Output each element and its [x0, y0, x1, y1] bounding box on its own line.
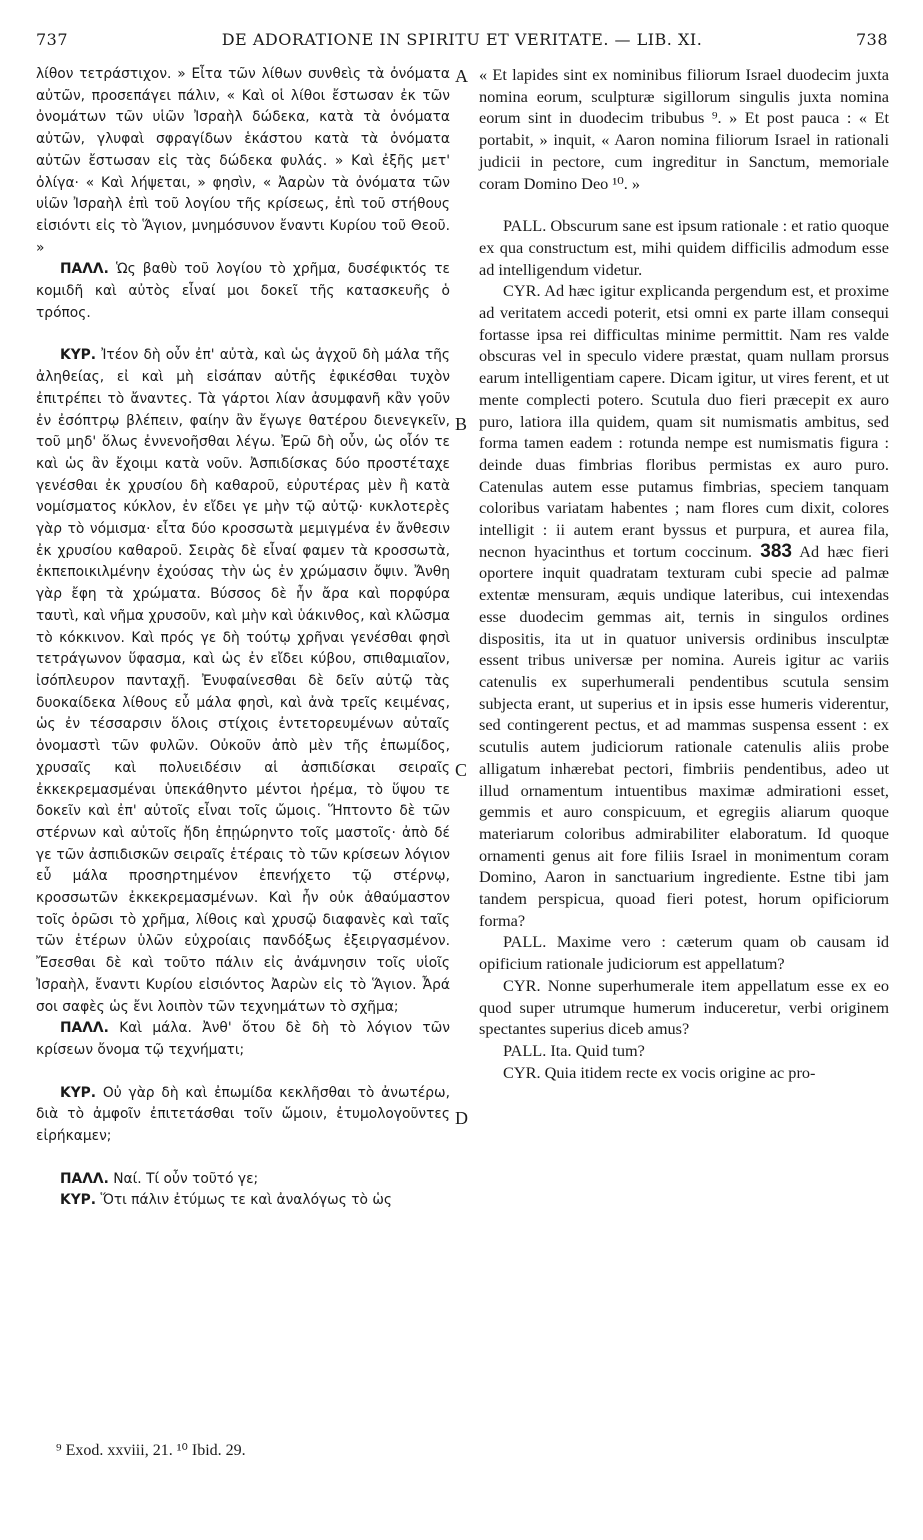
paragraph: CYR. Ad hæc igitur explicanda pergendum est, et proxime ad veritatem accedi poterit, etsi omni ex parte illam consequi fortasse ipsa rei difficultas minime permittit. Nam res valde obscuras vel in speculo videre præstat, quam nullam prorsus earum intelligentiam capere. Dicam igitur, ut vires ferent, et ut mente complecti potero. Scutula duo fieri præcepit ex auro puro, latiora illa quidem, quam sit numismatis ambitus, sed forma tamen eadem : rotunda nempe est numismatis figura : deinde duas fimbrias floribus permistas ex auro puro. Catenulas autem esse putamus fimbrias, speciem tanquam coloribus variatam habentes ; nam flores cum dixit, colores intelligit : ii autem erant byssus et purpura, et aurea fila, necnon hyacinthus et tortum coccinum. 383 Ad hæc fieri oportere inquit quadratam texturam cubi specie ad palmæ extentæ mensuram, æquis undique lateribus, cui intexendas esse duodecim gemmas ait, ternis in singulos ordines dispositis, ita ut in quatuor universis ordinibus insculptæ essent tribus universæ per nomina. Aureis igitur ac variis catenulis ex superhumerali pendentibus scutula sensim subjecta erant, ut superius et in ipsis esse humeris viderentur, sed contingerent pectus, et ad mammas suspensa essent : ex scutulis autem judiciorum rationale catenulis aliis probe alligatum inhærebat pectori, fimbriis pendentibus, adeo ut illud ornamentum intuentibus maximæ admirationi esset, gemmis et auro conspicuum, et egregiis aliarum quoque materiarum coloribus admirabiliter elaboratum. Id quoque ornamenti genus ait fore filiis Israel in monimentum coram Domino, Aaron in sanctuarium ingrediente. Estne tibi jam tandem perspicua, quoad fieri potest, horum opificiorum forma?	[479, 281, 890, 930]
paragraph: « Et lapides sint ex nominibus filiorum Israel duodecim juxta nomina eorum, sculpturæ sigillorum singulis juxta nomina eorum sint in duodecim tribubus ⁹. » Et post pauca : « Et portabit, » inquit, « Aaron nomina filiorum Israel in rationali judicii in pectore, cum ingreditur in Sanctum, memoriale coram Domino Deo ¹⁰. »	[479, 65, 889, 193]
paragraph: λίθον τετράστιχον. » Εἶτα τῶν λίθων συνθεὶς τὰ ὀνόματα αὐτῶν, προσεπάγει πάλιν, « Καὶ οἱ λίθοι ἔστωσαν ἐκ τῶν ὀνομάτων τῶν υἱῶν Ἰσραὴλ δώδεκα, κατὰ τὰ ὀνόματα αὐτῶν, γλυφαὶ σφραγίδων ἑκάστου κατὰ τὰ ὀνόματα αὐτῶν ἔστωσαν εἰς τὰς δώδεκα φυλάς. » Καὶ ἐξῆς μετ' ὀλίγα· « Καὶ λήψεται, » φησὶν, « Ἀαρὼν τὰ ὀνόματα τῶν υἱῶν Ἰσραὴλ ἐπὶ τοῦ λογίου τῆς κρίσεως, ἐπὶ τοῦ στήθους εἰσιόντι εἰς τὸ Ἅγιον, μνημόσυνον ἔναντι Κυρίου τοῦ Θεοῦ. »	[36, 66, 450, 256]
margin-letter-b: B	[455, 414, 468, 434]
running-title: DE ADORATIONE IN SPIRITU ET VERITATE. — LIB. XI.	[221, 30, 703, 49]
margin-letter-d: D	[455, 1108, 468, 1128]
paragraph: PALL. Obscurum sane est ipsum rationale : et ratio quoque ex qua constructum est, mihi quidem difficilis admodum esse ad intelligendum videtur.	[479, 216, 889, 279]
page-number-right: 738	[855, 30, 888, 49]
paragraph: CYR. Nonne superhumerale item appellatum esse ex eo quod super utrumque humerum induceretur, verbi originem spectantes superius diceb amus?	[479, 975, 889, 1039]
margin-letter-c: C	[455, 760, 468, 780]
paragraph: PALL. Maxime vero : cæterum quam ob causam id opificium rationale judiciorum est appellatum?	[479, 932, 889, 974]
paragraph: ΠΑΛΛ. Καὶ μάλα. Ἀνθ' ὅτου δὲ δὴ τὸ λόγιον τῶν κρίσεων ὄνομα τῷ τεχνήματι;	[36, 1020, 451, 1058]
paragraph: ΠΑΛΛ. Ὡς βαθὺ τοῦ λογίου τὸ χρῆμα, δυσέφικτός τε κομιδῆ καὶ αὐτὸς εἶναί μοι δοκεῖ τῆς κατασκευῆς ὁ τρόπος.	[36, 261, 451, 321]
paragraph: CYR. Quia itidem recte ex vocis origine ac pro-	[503, 1062, 816, 1082]
footnotes: ⁹ Exod. xxviii, 21. ¹⁰ Ibid. 29.	[56, 1442, 246, 1459]
column-number: 383	[760, 540, 792, 562]
paragraph: ΚΥΡ. Ὅτι πάλιν ἐτύμως τε καὶ ἀναλόγως τὸ ὡς	[60, 1192, 392, 1209]
paragraph: PALL. Ita. Quid tum?	[503, 1040, 645, 1060]
paragraph: ΠΑΛΛ. Ναί. Τί οὖν τοῦτό γε;	[60, 1170, 259, 1187]
paragraph: ΚΥΡ. Ἰτέον δὴ οὖν ἐπ' αὐτὰ, καὶ ὡς ἀγχοῦ δὴ μάλα τῆς ἀληθείας, εἰ καὶ μὴ εἰσάπαν αὐτῆς ἐφικέσθαι τυχὸν ἐπιτρέπει τὸ ἄναντες. Τὰ γάρτοι λίαν ἀσυμφανῆ κἂν γοῦν ἐν ἐσόπτρῳ βλέπειν, φαίην ἂν ἔγωγε θατέρου διενεγκεῖν, τοῦ μηδ' ὅλως ἐννενοῆσθαι λέγω. Ἐρῶ δὴ οὖν, ὡς οἷόν τε καὶ ὡς ἂν ἔχοιμι κατὰ νοῦν. Ἀσπιδίσκας δύο προστέταχε γενέσθαι ἐκ χρυσίου δὴ καθαροῦ, εὐρυτέρας μὲν ἢ κατὰ νομίσματος κύκλον, ἐν εἴδει γε μὴν τῷ αὐτῷ· κυκλοτερὲς γὰρ τὸ νόμισμα· εἶτα δύο κροσσωτὰ μεμιγμένα ἐν ἄνθεσιν ἐκ χρυσίου καθαροῦ. Σειρὰς δὲ εἶναί φαμεν τὰ κροσσωτὰ, ἐκπεποικιλμένην ἐχούσας τὴν ὡς ἐν χρώμασιν ὄψιν. Ἄνθη γὰρ ἔφη τὰ χρώματα. Βύσσος δὲ ἦν ἄρα καὶ πορφύρα ταυτὶ, καὶ νῆμα χρυσοῦν, καὶ μὴν καὶ ὑάκινθος, καὶ κλῶσμα τὸ κόκκινον. Καὶ πρός γε δὴ τούτῳ χρῆναι γενέσθαι φησὶ τετράγωνον ὕφασμα, καὶ ὡς ἐν εἴδει κύβου, σπιθαμιαῖον, ἰσόπλευρον πανταχῇ. Ἐνυφαίνεσθαι δὲ δεῖν αὐτῷ τὰς δυοκαίδεκα λίθους εὖ μάλα φησὶ, καὶ ἀνὰ τρεῖς κειμένας, ὡς ἐν τέσσαρσιν ὅλοις στίχοις ἐντετορευμένων αὐταῖς ὀνομαστὶ τῶν φυλῶν. Οὐκοῦν ἀπὸ μὲν τῆς ἐπωμίδος, χρυσαῖς καὶ πολυειδέσιν αἱ ἀσπιδίσκαι σειραῖς ἐκκεκρεμασμέναι ὑπεκάθηντο μέντοι ἠρέμα, τὸ ὕψου τε δοκεῖν καὶ ἐπ' αὐτοῖς εἶναι τοῖς ὤμοις. Ἥπτοντο δὲ τῶν στέρνων καὶ αὐτοῖς ἤδη ἐπῃώρηντο τοῖς μαστοῖς· ἀπὸ δέ γε τῶν ἀσπιδισκῶν σειραῖς ἑτέραις τὸ τῶν κρίσεων λόγιον εὖ μάλα προσηρτημένον ἐπενήχετο τῷ στέρνῳ, κροσσωτῶν ἐκκεκρεμασμένων. Καὶ ἦν οὐκ ἀθαύμαστον τοῖς ὁρῶσι τὸ χρῆμα, λίθοις καὶ χρυσῷ διαφανὲς καὶ ταῖς τῶν ἑτέρων ὑλῶν εὐχροίαις πανδόξως ἐξειργασμένον. Ἔσεσθαι δὲ καὶ τοῦτο πάλιν εἰς ἀνάμνησιν τοῖς υἱοῖς Ἰσραὴλ, ἔναντι Κυρίου εἰσιόντος Ἀαρὼν εἰς τὸ Ἅγιον. Ἆρά σοι σαφὲς ὡς ἔνι λοιπὸν τῶν τεχνημάτων τὸ σχῆμα;	[36, 347, 451, 1015]
page-header	[36, 30, 888, 56]
latin-column	[479, 64, 889, 1083]
page-number-left: 737	[36, 30, 69, 49]
greek-column	[36, 64, 450, 1212]
paragraph: ΚΥΡ. Οὐ γὰρ δὴ καὶ ἐπωμίδα κεκλῆσθαι τὸ ἀνωτέρω, διὰ τὸ ἀμφοῖν ἐπιτετάσθαι τοῖν ὤμοιν, ἐτυμολογοῦντες εἰρήκαμεν;	[36, 1084, 450, 1145]
margin-letter-a: A	[455, 66, 468, 86]
